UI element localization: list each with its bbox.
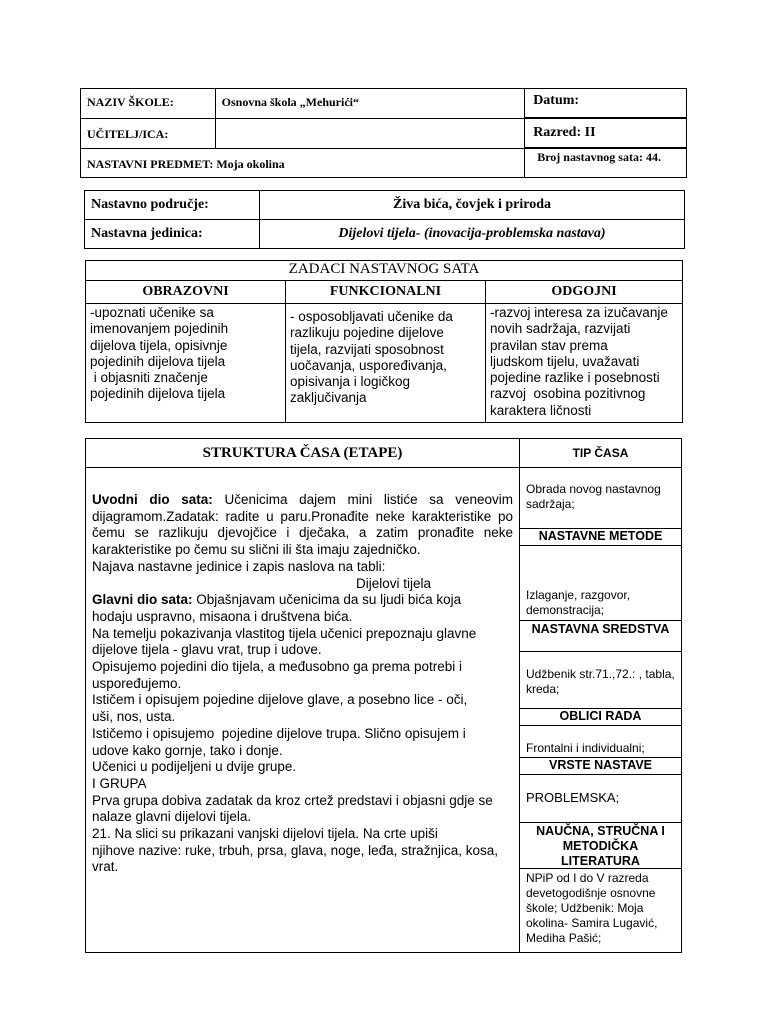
task-line: pojedinih dijelova tijela <box>90 353 226 369</box>
structure-body <box>86 468 519 876</box>
school-label-cell <box>81 89 216 119</box>
main-line: Ističemo i opisujemo pojedine dijelove trupa. Slično opisujem i <box>92 725 466 741</box>
task-line: -razvoj interesa za izučavanje <box>490 305 668 320</box>
task-line: pojedinih dijelova tijela <box>90 386 226 402</box>
grade-cell <box>525 118 687 148</box>
teacher-label: UČITELJ/ICA: <box>87 126 169 141</box>
intro-line: čemu se razlikuju djevojčice i dječaka, a zatim pronađite neke <box>92 525 513 541</box>
main-line: Prva grupa dobiva zadatak da kroz crtež predstavi i objasni gdje se <box>92 792 493 808</box>
main-line: 21. Na slici su prikazani vanjski dijelovi tijela. Na crte upiši <box>92 826 438 842</box>
task-line: razvoj osobina pozitivnog <box>490 386 646 402</box>
unit-label-cell <box>85 220 260 249</box>
unit-value: Dijelovi tijela- (inovacija-problemska nastava) <box>338 226 606 241</box>
lesson-type-label: TIP ČASA <box>572 446 629 460</box>
task-line: -upoznati učenike sa <box>90 305 214 320</box>
methods-value: Izlaganje, razgovor, demonstracija; <box>526 588 631 617</box>
tools-label: NASTAVNA SREDSTVA <box>520 620 681 652</box>
task-line: imenovanjem pojedinih <box>90 321 229 337</box>
teacher-label-cell <box>81 118 216 148</box>
main-line: njihove nazive: ruke, trbuh, prsa, glava, noge, leđa, stražnjica, kosa, <box>92 842 498 858</box>
tasks-col-label: OBRAZOVNI <box>142 284 229 299</box>
task-line: novih sadržaja, razvijati <box>490 321 631 337</box>
main-line: hodaju uspravno, misaona i društvena bića. <box>92 608 353 624</box>
date-label: Datum: <box>533 93 580 108</box>
main-line: vrat. <box>92 859 119 875</box>
date-cell <box>525 89 687 119</box>
school-value-cell <box>215 89 525 119</box>
task-line: dijelova tijela, opisivnje <box>90 337 228 353</box>
unit-label: Nastavna jedinica: <box>91 226 203 241</box>
main-line: Opisujemo pojedini dio tijela, a međusobno ga prema potrebi i <box>92 659 462 675</box>
board-title: Dijelovi tijela <box>356 575 432 591</box>
task-line: i objasniti značenje <box>90 370 208 386</box>
unit-value-cell <box>260 220 685 249</box>
subject-label: NASTAVNI PREDMET: Moja okolina <box>87 156 285 171</box>
field-value-cell <box>260 191 685 220</box>
announce-line: Najava nastavne jedinice i zapis naslova na tabli: <box>92 558 386 574</box>
main-line: dijelove tijela - glavu vrat, trup i udove. <box>92 642 322 658</box>
school-value: Osnovna škola „Mehurići“ <box>221 95 360 109</box>
main-line: nalaze glavni dijelovi tijela. <box>92 809 252 825</box>
types-value: PROBLEMSKA; <box>526 790 620 805</box>
task-line: pravilan stav prema <box>490 337 608 353</box>
tasks-table <box>85 260 683 423</box>
intro-text: Učenicima dajem mini listiće sa veneovim <box>212 492 513 507</box>
literature-value: NPiP od I do V razreda devetogodišnje osnovne škole; Udžbenik: Moja okolina- Samira Lugavić, Mediha Pašić; <box>526 871 658 945</box>
forms-label: OBLICI RADA <box>520 708 681 726</box>
intro-heading: Uvodni dio sata: <box>92 492 213 507</box>
tasks-col-label: FUNKCIONALNI <box>329 284 442 299</box>
lesson-type-label-cell <box>520 439 682 468</box>
sidebar-cell <box>520 468 682 953</box>
field-label: Nastavno područje: <box>91 197 209 212</box>
task-line: razlikuju pojedine dijelove <box>290 325 444 341</box>
tasks-title: ZADACI NASTAVNOG SATA <box>288 261 480 277</box>
subject-cell <box>81 148 525 178</box>
tasks-col-funkcionalni <box>286 281 486 304</box>
grade-label: Razred: II <box>533 125 596 140</box>
structure-title: STRUKTURA ČASA (ETAPE) <box>202 444 403 461</box>
tasks-col-obrazovni <box>86 281 286 304</box>
structure-body-cell <box>86 468 520 953</box>
tasks-col-label: ODGOJNI <box>551 284 617 299</box>
lesson-number-cell <box>525 148 687 178</box>
tasks-cell-funkcionalni <box>286 304 486 423</box>
lesson-type-value: Obrada novog nastavnog sadržaja; <box>526 482 661 511</box>
tasks-col-odgojni <box>486 281 683 304</box>
structure-title-cell <box>86 439 520 468</box>
task-line: tijela, razvijati sposobnost <box>290 341 444 357</box>
school-label: NAZIV ŠKOLE: <box>87 95 174 109</box>
tools-value: Udžbenik str.71.,72.: , tabla, kreda; <box>526 667 675 696</box>
teacher-value-cell <box>215 118 525 148</box>
tasks-cell-odgojni <box>486 304 683 423</box>
intro-line: dijagramom.Zadatak: radite u paru.Pronađite neke karakteristike po <box>92 508 513 524</box>
methods-label: NASTAVNE METODE <box>520 528 681 546</box>
field-label-cell <box>85 191 260 220</box>
intro-line-1 <box>92 492 513 509</box>
header-table <box>80 88 687 178</box>
main-heading: Glavni dio sata: <box>92 592 193 608</box>
tasks-cell-obrazovni <box>86 304 286 423</box>
types-label: VRSTE NASTAVE <box>520 757 681 775</box>
main-line: I GRUPA <box>92 775 147 791</box>
main-line: Ističem i opisujem pojedine dijelove glave, a posebno lice - oči, <box>92 692 468 708</box>
field-value: Živa bića, čovjek i priroda <box>392 197 552 212</box>
tasks-title-cell <box>86 261 683 281</box>
task-line: - osposobljavati učenike da <box>290 309 453 324</box>
main-line: Na temelju pokazivanja vlastitog tijela učenici prepoznaju glavne <box>92 625 477 641</box>
sidebar <box>520 468 681 952</box>
main-line: Učenici u podijeljeni u dvije grupe. <box>92 759 297 775</box>
intro-line: karakteristike po čemu su slični ili šta imaju zajedničko. <box>92 542 421 558</box>
literature-label: NAUČNA, STRUČNA I METODIČKA LITERATURA <box>520 822 681 869</box>
main-text: Objašnjavam učenicima da su ljudi bića koja <box>192 592 462 608</box>
main-line: udove kako gornje, tako i donje. <box>92 742 283 758</box>
task-line: pojedine razlike i posebnosti <box>490 370 660 386</box>
area-table <box>84 190 685 249</box>
task-line: opisivanja i logičkog <box>290 374 411 390</box>
main-line: uspoređujemo. <box>92 675 182 691</box>
lesson-number: Broj nastavnog sata: 44. <box>537 150 661 164</box>
task-line: karaktera ličnosti <box>490 402 592 418</box>
task-line: ljudskom tijelu, uvažavati <box>490 353 640 369</box>
forms-value: Frontalni i individualni; <box>526 741 645 755</box>
task-line: uočavanja, uspoređivanja, <box>290 357 447 373</box>
structure-table <box>85 438 682 953</box>
main-line: uši, nos, usta. <box>92 709 176 725</box>
main-line-1 <box>92 592 513 609</box>
task-line: zaključivanja <box>290 390 367 406</box>
